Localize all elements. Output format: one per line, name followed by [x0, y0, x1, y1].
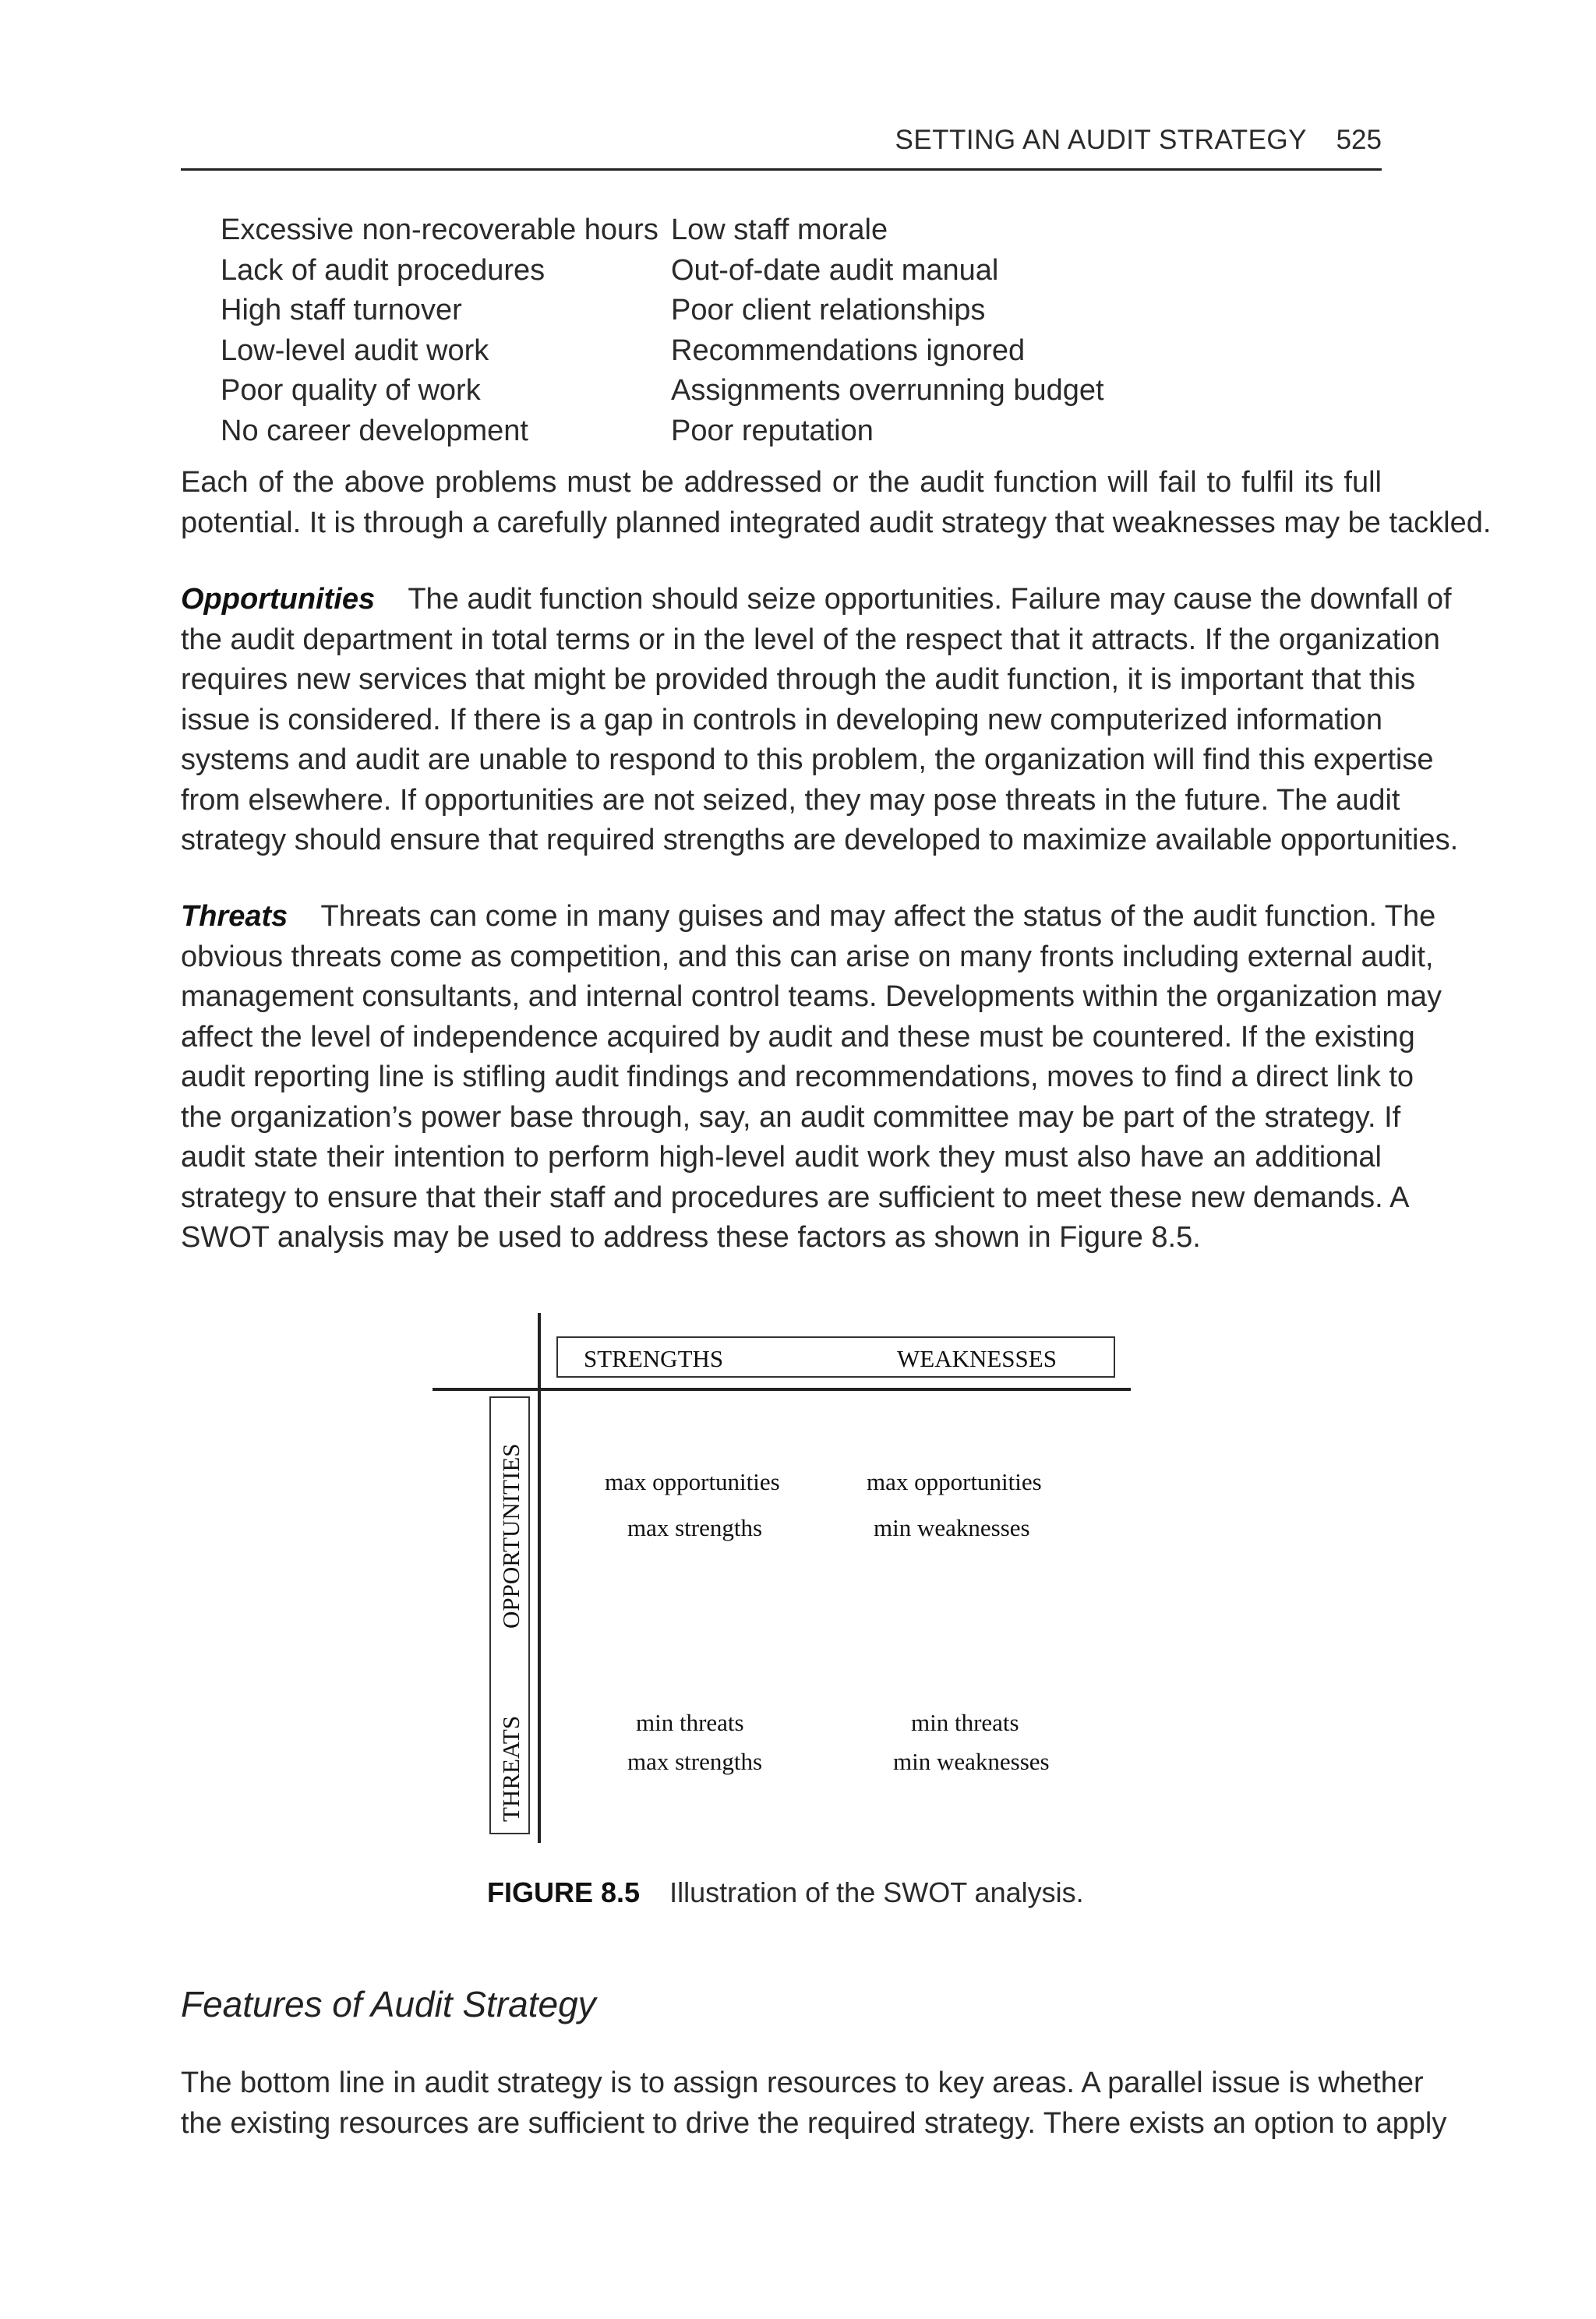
- text-line: the organization’s power base through, say, an audit committee may be part of the strategy. If: [181, 1100, 1401, 1134]
- strengths-label: STRENGTHS: [584, 1345, 724, 1372]
- list-item: [221, 411, 1234, 452]
- problem-right: Out-of-date audit manual: [671, 253, 999, 287]
- figure-caption-text: Illustration of the SWOT analysis.: [669, 1876, 1084, 1908]
- swot-wt-line1: min threats: [911, 1709, 1019, 1736]
- paragraph-features: [181, 2063, 1447, 2144]
- swot-horizontal-axis: [433, 1388, 1131, 1391]
- running-title: SETTING AN AUDIT STRATEGY: [895, 125, 1307, 155]
- text-line: requires new services that might be provided through the audit function, it is important that this: [181, 663, 1416, 696]
- text-line: audit reporting line is stifling audit findings and recommendations, moves to find a direct link to: [181, 1061, 1414, 1093]
- swot-wo-line1: max opportunities: [867, 1468, 1042, 1495]
- problem-left: Excessive non-recoverable hours: [221, 214, 659, 246]
- text-line: potential. It is through a carefully planned integrated audit strategy that weaknesses may be tackled.: [181, 506, 1492, 539]
- list-item: [221, 291, 1234, 331]
- header-rule: [181, 168, 1382, 171]
- figure-caption: [487, 1876, 1084, 1909]
- text-line: the existing resources are sufficient to drive the required strategy. There exists an option to apply: [181, 2106, 1447, 2140]
- text-line: obvious threats come as competition, and this can arise on many fronts including external audit,: [181, 940, 1434, 973]
- text-line: strategy to ensure that their staff and procedures are sufficient to meet these new demands. A: [181, 1181, 1410, 1214]
- paragraph-threats: [181, 897, 1442, 1258]
- list-item: [221, 331, 1234, 372]
- runin-heading: Opportunities: [181, 583, 376, 616]
- swot-wt-line2: min weaknesses: [893, 1748, 1050, 1775]
- threats-label: THREATS: [497, 1715, 524, 1822]
- problem-left: Lack of audit procedures: [221, 253, 546, 287]
- page-number: 525: [1336, 125, 1382, 155]
- text-line: the audit department in total terms or in the level of the respect that it attracts. If the organization: [181, 623, 1440, 656]
- problems-list: [221, 210, 1234, 451]
- problem-right: Poor reputation: [671, 414, 874, 447]
- text-line: from elsewhere. If opportunities are not seized, they may pose threats in the future. The audit: [181, 783, 1400, 817]
- text-line: affect the level of independence acquired by audit and these must be countered. If the existing: [181, 1020, 1415, 1054]
- list-item: [221, 251, 1234, 291]
- list-item: [221, 371, 1234, 411]
- opportunities-label: OPPORTUNITIES: [497, 1443, 524, 1629]
- problem-left: Low-level audit work: [221, 334, 489, 367]
- swot-st-line1: min threats: [636, 1709, 744, 1736]
- text-line: systems and audit are unable to respond to this problem, the organization will find this expertise: [181, 743, 1434, 776]
- weaknesses-label: WEAKNESSES: [897, 1345, 1057, 1372]
- problem-right: Low staff morale: [671, 214, 888, 246]
- paragraph-opportunities: [181, 580, 1459, 861]
- swot-vertical-axis: [538, 1313, 541, 1843]
- list-item: [221, 210, 1234, 251]
- swot-so-line1: max opportunities: [605, 1468, 780, 1495]
- text-line: The bottom line in audit strategy is to assign resources to key areas. A parallel issue is whether: [181, 2067, 1424, 2099]
- paragraph-problems: [181, 463, 1492, 543]
- text-line: issue is considered. If there is a gap in controls in developing new computerized information: [181, 703, 1382, 736]
- text-line: [181, 580, 1452, 620]
- swot-st-line2: max strengths: [627, 1748, 763, 1775]
- problem-left: No career development: [221, 414, 528, 447]
- text-line: SWOT analysis may be used to address these factors as shown in Figure 8.5.: [181, 1221, 1201, 1254]
- figure-label: FIGURE 8.5: [487, 1876, 641, 1908]
- text-line: management consultants, and internal control teams. Developments within the organization may: [181, 980, 1442, 1013]
- text-line: strategy should ensure that required strengths are developed to maximize available opportunities.: [181, 824, 1459, 856]
- text-line: Each of the above problems must be addressed or the audit function will fail to fulfil its full: [181, 466, 1382, 499]
- runin-heading: Threats: [181, 900, 288, 933]
- text-line: [181, 897, 1436, 937]
- problem-right: Poor client relationships: [671, 294, 986, 326]
- text-fragment: The audit function should seize opportunities. Failure may cause the downfall of: [408, 583, 1452, 616]
- swot-so-line2: max strengths: [627, 1514, 763, 1541]
- problem-left: High staff turnover: [221, 294, 462, 326]
- swot-column-header: [556, 1336, 1115, 1378]
- swot-wo-line2: min weaknesses: [874, 1514, 1030, 1541]
- problem-left: Poor quality of work: [221, 374, 481, 407]
- section-heading: Features of Audit Strategy: [181, 1984, 596, 2024]
- text-fragment: Threats can come in many guises and may affect the status of the audit function. The: [320, 900, 1436, 933]
- problem-right: Recommendations ignored: [671, 334, 1026, 367]
- text-line: audit state their intention to perform high-level audit work they must also have an additional: [181, 1141, 1382, 1174]
- problem-right: Assignments overrunning budget: [671, 374, 1104, 407]
- running-head: [181, 122, 1382, 168]
